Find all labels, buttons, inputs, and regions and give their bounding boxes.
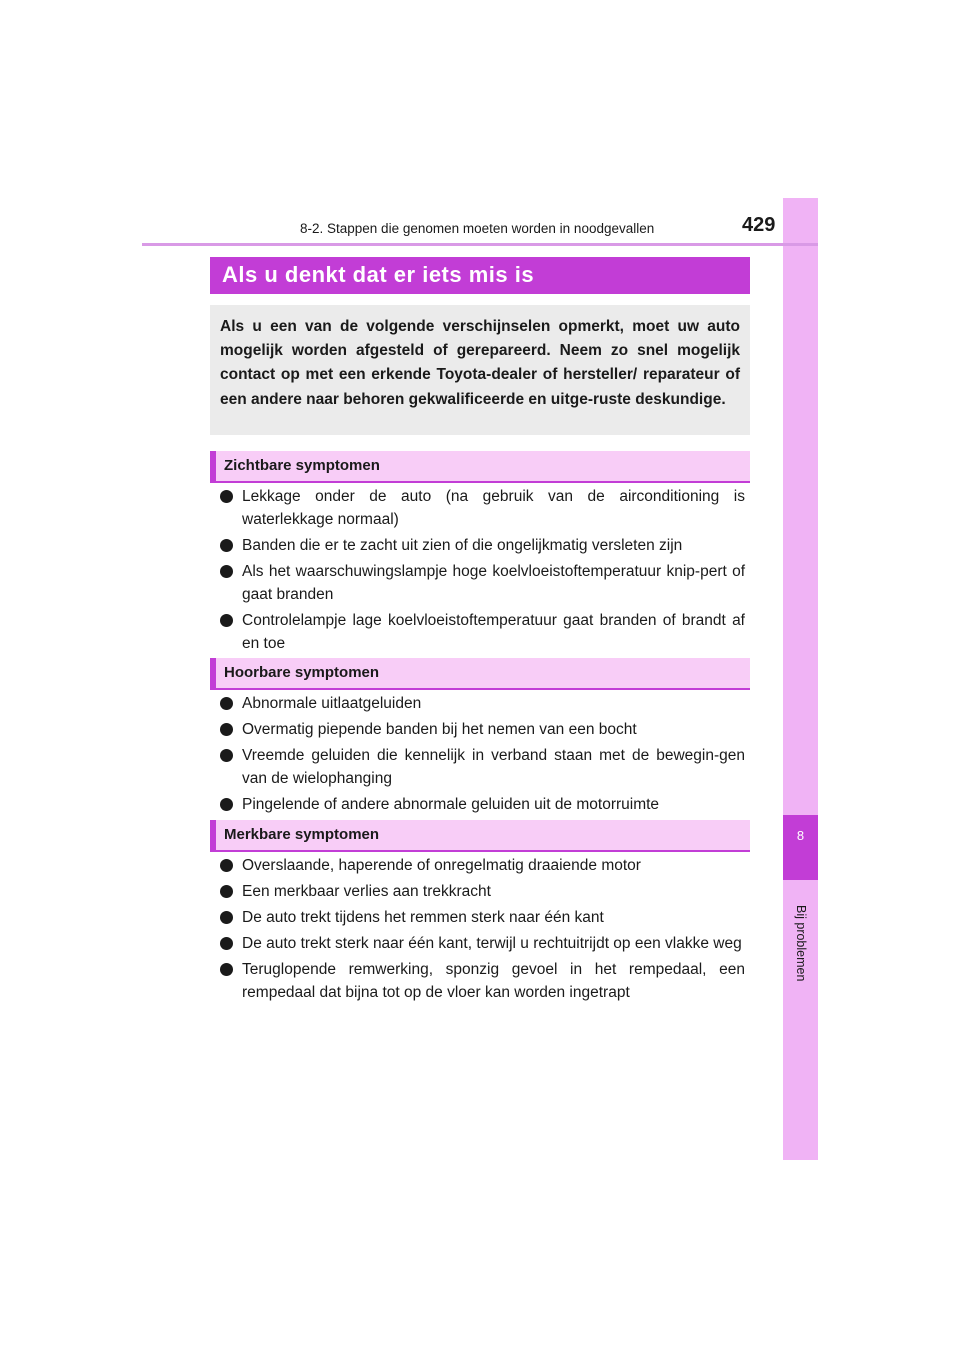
chapter-number: 8 <box>796 828 805 843</box>
page-number: 429 <box>742 214 776 236</box>
bullet-icon <box>220 614 233 627</box>
bullet-icon <box>220 859 233 872</box>
section-marker <box>210 451 216 481</box>
audible-symptoms-list <box>218 692 745 819</box>
bullet-icon <box>220 963 233 976</box>
bullet-icon <box>220 490 233 503</box>
chapter-side-tab <box>783 198 818 1160</box>
section-marker <box>210 820 216 850</box>
visible-symptoms-list <box>218 485 745 658</box>
bullet-icon <box>220 911 233 924</box>
list-item: De auto trekt sterk naar één kant, terwijl u rechtuitrijdt op een vlakke weg <box>218 932 745 955</box>
bullet-icon <box>220 565 233 578</box>
list-item: De auto trekt tijdens het remmen sterk naar één kant <box>218 906 745 929</box>
section-heading-noticeable <box>210 820 750 852</box>
bullet-icon <box>220 723 233 736</box>
noticeable-symptoms-list <box>218 854 745 1007</box>
section-heading-text: Zichtbare symptomen <box>224 457 380 474</box>
section-heading-text: Hoorbare symptomen <box>224 664 380 681</box>
list-item: Abnormale uitlaatgeluiden <box>218 692 745 715</box>
intro-text: Als u een van de volgende verschijnselen opmerkt, moet uw auto mogelijk worden afgesteld of gerepareerd. Neem zo snel mogelijk contact op met een erkende Toyota-dealer of hersteller/ reparateur of een andere naar behoren gekwalificeerde en uitge-ruste deskundige. <box>220 318 740 408</box>
section-heading-text: Merkbare symptomen <box>224 826 380 843</box>
section-marker <box>210 658 216 688</box>
list-item: Lekkage onder de auto (na gebruik van de airconditioning is waterlekkage normaal) <box>218 485 745 531</box>
bullet-icon <box>220 885 233 898</box>
intro-box <box>210 305 750 435</box>
list-item: Teruglopende remwerking, sponzig gevoel in het rempedaal, een rempedaal dat bijna tot op de vloer kan worden ingetrapt <box>218 958 745 1004</box>
list-item: Pingelende of andere abnormale geluiden uit de motorruimte <box>218 793 745 816</box>
page-title-bar <box>210 257 750 294</box>
bullet-icon <box>220 937 233 950</box>
list-item: Banden die er te zacht uit zien of die ongelijkmatig versleten zijn <box>218 534 745 557</box>
section-heading-visible <box>210 451 750 483</box>
list-item: Een merkbaar verlies aan trekkracht <box>218 880 745 903</box>
list-item: Overslaande, haperende of onregelmatig draaiende motor <box>218 854 745 877</box>
bullet-icon <box>220 697 233 710</box>
bullet-icon <box>220 798 233 811</box>
list-item: Vreemde geluiden die kennelijk in verband staan met de bewegin-gen van de wielophanging <box>218 744 745 790</box>
list-item: Controlelampje lage koelvloeistoftemperatuur gaat branden of brandt af en toe <box>218 609 745 655</box>
list-item: Overmatig piepende banden bij het nemen van een bocht <box>218 718 745 741</box>
section-heading-audible <box>210 658 750 690</box>
bullet-icon <box>220 539 233 552</box>
header-section-title: 8-2. Stappen die genomen moeten worden in noodgevallen <box>300 221 655 236</box>
header-divider <box>142 243 818 246</box>
page-title: Als u denkt dat er iets mis is <box>222 262 535 287</box>
chapter-number-tab <box>783 815 818 880</box>
chapter-label: Bij problemen <box>794 905 808 982</box>
bullet-icon <box>220 749 233 762</box>
list-item: Als het waarschuwingslampje hoge koelvloeistoftemperatuur knip-pert of gaat branden <box>218 560 745 606</box>
